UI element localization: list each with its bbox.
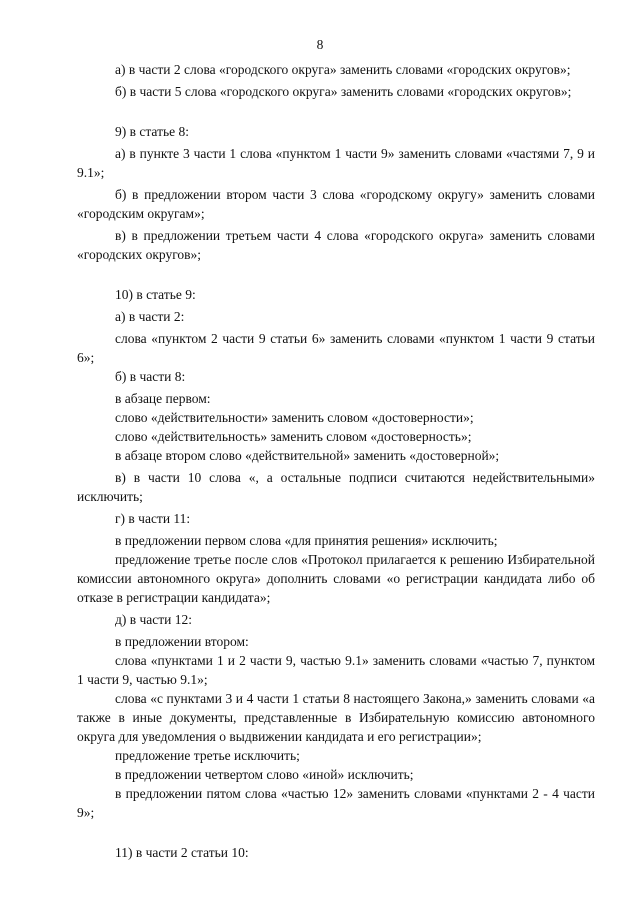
document-body	[77, 60, 595, 865]
paragraph: а) в части 2 слова «городского округа» заменить словами «городских округов»;	[115, 62, 571, 77]
paragraph: предложение третье исключить;	[115, 748, 300, 763]
paragraph: а) в части 2:	[115, 309, 185, 324]
paragraph: б) в части 8:	[115, 369, 186, 384]
paragraph: в предложении пятом слова «частью 12» заменить словами «пунктами 2 - 4 части 9»;	[77, 786, 595, 820]
page-number: 8	[316, 37, 324, 52]
paragraph: д) в части 12:	[115, 612, 193, 627]
section-heading: 10) в статье 9:	[115, 287, 196, 302]
paragraph: слова «пунктами 1 и 2 части 9, частью 9.1» заменить словами «частью 7, пунктом 1 части 9, частью 9.1»;	[77, 653, 595, 687]
paragraph: в) в части 10 слова «, а остальные подписи считаются недействительными» исключить;	[77, 470, 595, 504]
paragraph: в абзаце первом:	[115, 391, 211, 406]
paragraph: в) в предложении третьем части 4 слова «городского округа» заменить словами «городских округов»;	[77, 228, 595, 262]
paragraph: б) в предложении втором части 3 слова «городскому округу» заменить словами «городским округам»;	[77, 187, 595, 221]
paragraph: в предложении первом слова «для принятия решения» исключить;	[115, 533, 498, 548]
paragraph: в предложении четвертом слово «иной» исключить;	[115, 767, 414, 782]
paragraph: а) в пункте 3 части 1 слова «пунктом 1 части 9» заменить словами «частями 7, 9 и 9.1»;	[77, 146, 595, 180]
paragraph: слово «действительности» заменить словом «достоверности»;	[115, 410, 474, 425]
section-heading: 9) в статье 8:	[115, 124, 189, 139]
paragraph: в абзаце втором слово «действительной» заменить «достоверной»;	[115, 448, 500, 463]
paragraph: предложение третье после слов «Протокол прилагается к решению Избирательной комиссии автономного округа» дополнить словами «о регистрации кандидата либо об отказе в регистрации кандидата»;	[77, 552, 595, 605]
paragraph: слова «с пунктами 3 и 4 части 1 статьи 8 настоящего Закона,» заменить словами «а также в иные документы, представленные в Избирательную комиссию автономного округа для уведомления о выдвижении кандидата и его регистрации»;	[77, 691, 595, 744]
paragraph: слова «пунктом 2 части 9 статьи 6» заменить словами «пунктом 1 части 9 статьи 6»;	[77, 331, 595, 365]
paragraph: слово «действительность» заменить словом «достоверность»;	[115, 429, 472, 444]
section-heading: 11) в части 2 статьи 10:	[115, 845, 249, 860]
paragraph: г) в части 11:	[115, 511, 191, 526]
paragraph: в предложении втором:	[115, 634, 249, 649]
paragraph: б) в части 5 слова «городского округа» заменить словами «городских округов»;	[115, 84, 572, 99]
